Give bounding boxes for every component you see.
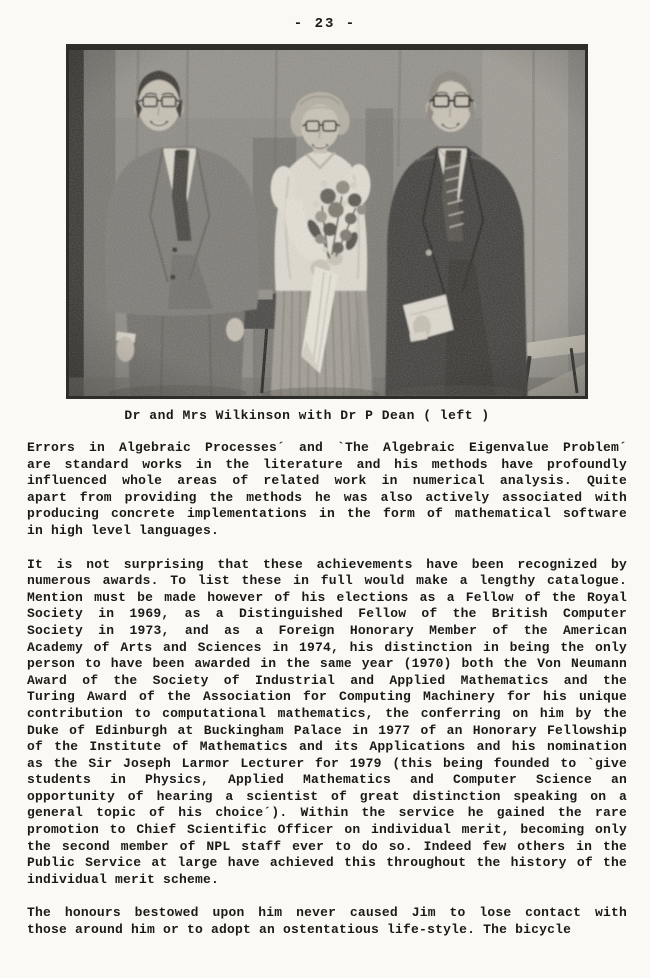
text-line: students in Physics, Applied Mathematics and Computer Science an bbox=[27, 772, 627, 788]
text-line: general topic of his choice´). Within the service he gained the rare bbox=[27, 805, 627, 821]
text-line: as the Sir Joseph Larmor Lecturer for 1979 (this being founded to `give bbox=[27, 755, 627, 771]
text-line: promotion to Chief Scientific Officer on individual merit, becoming only bbox=[27, 822, 627, 838]
text-line: are standard works in the literature and his methods have profoundly bbox=[27, 456, 627, 472]
text-line: Errors in Algebraic Processes´ and `The Algebraic Eigenvalue Problem´ bbox=[27, 440, 627, 455]
text-line: Society in 1973, and as a Foreign Honorary Member of the American bbox=[27, 622, 627, 638]
text-line: individual merit scheme. bbox=[27, 871, 220, 887]
paragraph bbox=[27, 905, 627, 938]
text-line: It is not surprising that these achievements have been recognized by bbox=[27, 556, 627, 572]
text-line: those around him or to adopt an ostentatious life-style. The bicycle bbox=[27, 922, 572, 938]
text-line: Academy of Arts and Sciences in 1974, his distinction in being the only bbox=[27, 639, 627, 655]
text-line: apart from providing the methods he was also actively associated with bbox=[27, 489, 627, 505]
text-line: Public Service at large have achieved this throughout the history of the bbox=[27, 855, 627, 871]
photo-illustration bbox=[69, 50, 585, 396]
text-line: person to have been awarded in the same year (1970) both the Von Neumann bbox=[27, 656, 627, 672]
text-line: The honours bestowed upon him never caused Jim to lose contact with bbox=[27, 905, 627, 921]
text-line: Mention must be made however of his elections as a Fellow of the Royal bbox=[27, 589, 627, 605]
page-number: - 23 - bbox=[293, 16, 357, 32]
text-line: Turing Award of the Association for Computing Machinery for his unique bbox=[27, 689, 627, 705]
text-line: of the Institute of Mathematics and its Applications and his nomination bbox=[27, 739, 627, 755]
paragraph bbox=[27, 557, 627, 889]
text-line: Society in 1969, as a Distinguished Fellow of the British Computer bbox=[27, 606, 627, 622]
paragraph bbox=[27, 440, 627, 540]
photo bbox=[66, 44, 588, 399]
text-line: contribution to computational mathematics, the conferring on him by the bbox=[27, 705, 627, 721]
text-line: the second member of NPL staff ever to do so. Indeed few others in the bbox=[27, 838, 627, 854]
photo-caption: Dr and Mrs Wilkinson with Dr P Dean ( left ) bbox=[124, 408, 490, 423]
photo-figure bbox=[66, 44, 588, 423]
text-line: Award of the Society of Industrial and Applied Mathematics and the bbox=[27, 672, 627, 688]
text-line: numerous awards. To list these in full would make a lengthy catalogue. bbox=[27, 573, 627, 589]
text-line: influenced whole areas of related work in numerical analysis. Quite bbox=[27, 473, 627, 489]
text-line: opportunity of hearing a scientist of great distinction speaking on a bbox=[27, 788, 627, 804]
text-line: producing concrete implementations in the form of mathematical software bbox=[27, 506, 627, 522]
body-text bbox=[27, 440, 627, 939]
text-line: Duke of Edinburgh at Buckingham Palace in 1977 of an Honorary Fellowship bbox=[27, 722, 627, 738]
text-line: in high level languages. bbox=[27, 522, 220, 538]
